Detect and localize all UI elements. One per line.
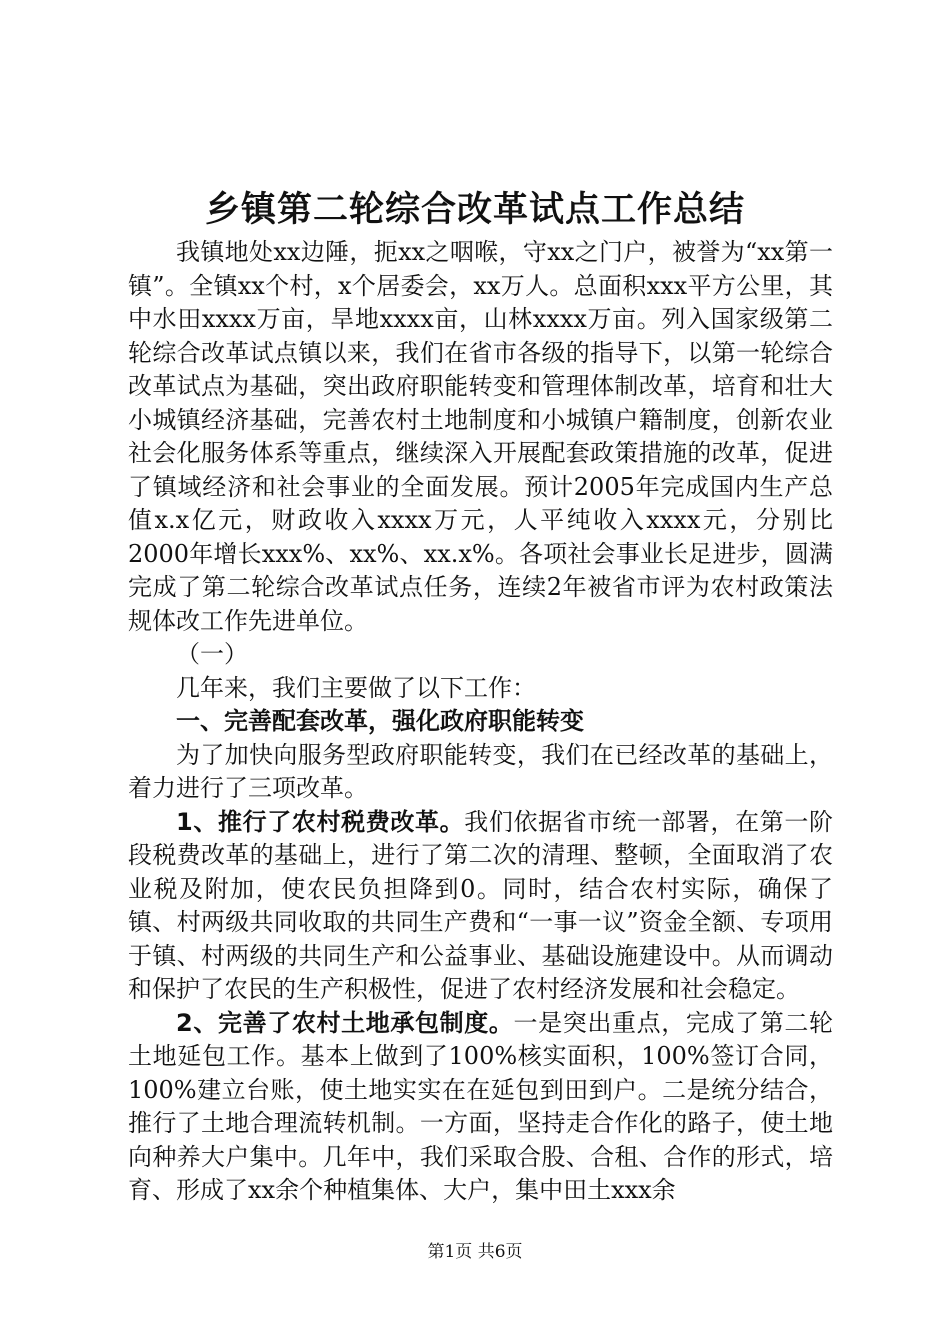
tax-reform-text: 我们依据省市统一部署，在第一阶段税费改革的基础上，进行了第二次的清理、整顿，全面取消了农业税及附加，使农民负担降到0。同时，结合农村实际，确保了镇、村两级共同收取的共同生产费和“一事一议”资金全额、专项用于镇、村两级的共同生产和公益事业、基础设施建设中。从而调动和保护了农民的生产积极性，促进了农村经济发展和社会稳定。 bbox=[128, 807, 834, 1003]
reform-intro-paragraph: 为了加快向服务型政府职能转变，我们在已经改革的基础上，着力进行了三项改革。 bbox=[128, 740, 833, 802]
section-heading-1: 一、完善配套改革，强化政府职能转变 bbox=[176, 707, 584, 735]
tax-reform-lead: 1、推行了农村税费改革。 bbox=[176, 807, 465, 836]
work-intro-paragraph: 几年来，我们主要做了以下工作： bbox=[176, 673, 536, 702]
document-title: 乡镇第二轮综合改革试点工作总结 bbox=[204, 190, 745, 230]
land-contract-text: 一是突出重点，完成了第二轮土地延包工作。基本上做到了100%核实面积，100%签订合同，100%建立台账，使土地实实在在延包到田到户。二是统分结合，推行了土地合理流转机制。一方面，坚持走合作化的路子，使土地向种养大户集中。几年中，我们采取合股、合租、合作的形式，培育、形成了xx余个种植集体、大户，集中田土xxx余 bbox=[128, 1008, 834, 1204]
tax-reform-paragraph bbox=[128, 806, 833, 1007]
land-contract-paragraph bbox=[128, 1007, 833, 1208]
page-number-footer: 第1页 共6页 bbox=[427, 1242, 523, 1262]
document-body bbox=[128, 236, 833, 1208]
land-contract-lead: 2、完善了农村土地承包制度。 bbox=[176, 1008, 514, 1037]
intro-paragraph: 我镇地处xx边陲，扼xx之咽喉，守xx之门户，被誉为“xx第一镇”。全镇xx个村，x个居委会，xx万人。总面积xxx平方公里，其中水田xxxx万亩，旱地xxxx亩，山林xxxx万亩。列入国家级第二轮综合改革试点镇以来，我们在省市各级的指导下，以第一轮综合改革试点为基础，突出政府职能转变和管理体制改革，培育和壮大小城镇经济基础，完善农村土地制度和小城镇户籍制度，创新农业社会化服务体系等重点，继续深入开展配套政策措施的改革，促进了镇域经济和社会事业的全面发展。预计2005年完成国内生产总值x.x亿元，财政收入xxxx万元，人平纯收入xxxx元，分别比2000年增长xxx%、xx%、xx.x%。各项社会事业长足进步，圆满完成了第二轮综合改革试点任务，连续2年被省市评为农村政策法规体改工作先进单位。 bbox=[128, 238, 833, 635]
section-marker: （一） bbox=[176, 640, 248, 668]
